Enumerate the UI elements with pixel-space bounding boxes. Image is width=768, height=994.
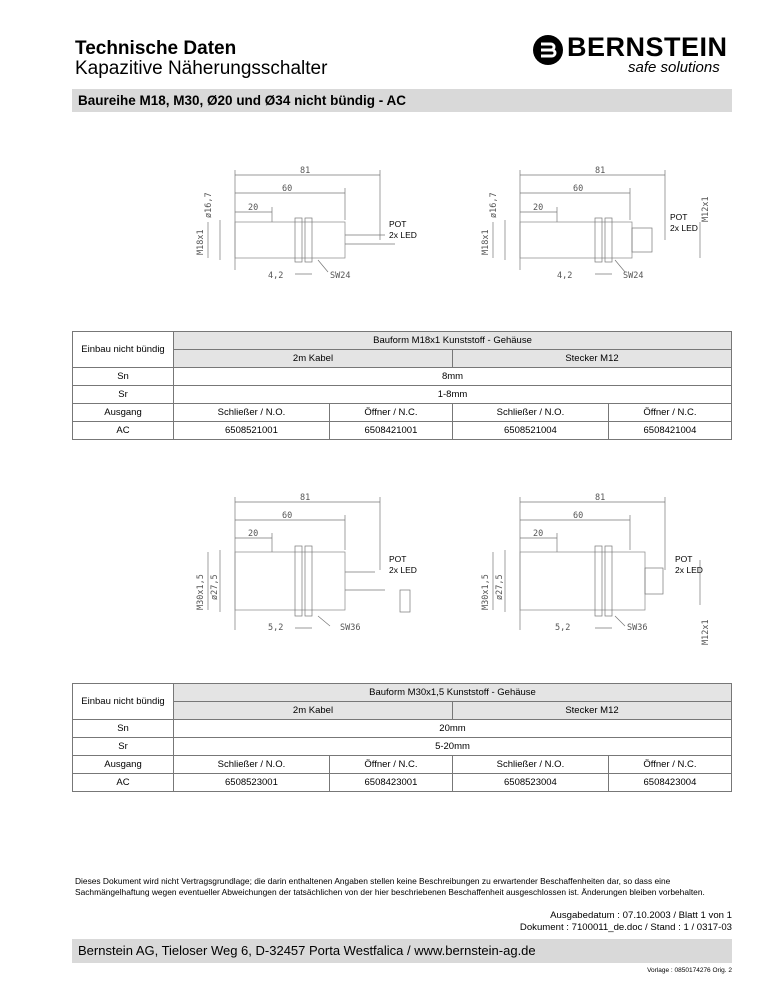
- article-number: 6508423001: [329, 774, 452, 792]
- dim-thread: M30x1,5: [196, 574, 206, 610]
- sr-value: 5-20mm: [174, 738, 732, 756]
- ausgang-cell: Schließer / N.O.: [174, 404, 330, 422]
- ausgang-cell: Schließer / N.O.: [452, 404, 608, 422]
- dim-sw: SW24: [330, 271, 351, 281]
- ac-label: AC: [73, 422, 174, 440]
- bauform-cell: Bauform M18x1 Kunststoff - Gehäuse: [174, 332, 732, 350]
- ausgang-cell: Schließer / N.O.: [452, 756, 608, 774]
- dim-nut: 5,2: [555, 623, 571, 633]
- ac-label: AC: [73, 774, 174, 792]
- ausgang-label: Ausgang: [73, 404, 174, 422]
- stecker-cell: Stecker M12: [452, 350, 731, 368]
- sr-label: Sr: [73, 738, 174, 756]
- article-number: 6508521004: [452, 422, 608, 440]
- article-number: 6508521001: [174, 422, 330, 440]
- article-number: 6508421001: [329, 422, 452, 440]
- sr-value: 1-8mm: [174, 386, 732, 404]
- ausgang-cell: Öffner / N.C.: [329, 404, 452, 422]
- sn-value: 20mm: [174, 720, 732, 738]
- einbau-cell: Einbau nicht bündig: [73, 332, 174, 368]
- kabel-cell: 2m Kabel: [174, 702, 453, 720]
- drawing-m18-cable: [190, 160, 430, 290]
- dim-60: 60: [282, 511, 293, 521]
- article-number: 6508421004: [608, 422, 731, 440]
- bernstein-logo-icon: [532, 33, 564, 67]
- dim-dia: ø27,5: [210, 574, 220, 600]
- dim-sw: SW36: [627, 623, 648, 633]
- dim-m12: M12x1: [701, 619, 711, 645]
- spec-table-m18: [72, 331, 732, 440]
- led-label: 2x LED: [389, 230, 417, 240]
- dim-60: 60: [573, 511, 584, 521]
- dim-thread: M18x1: [481, 229, 491, 255]
- drawing-m30-cable: [190, 490, 430, 640]
- dim-81: 81: [595, 493, 606, 503]
- pot-label: POT: [389, 219, 407, 229]
- kabel-cell: 2m Kabel: [174, 350, 453, 368]
- sn-value: 8mm: [174, 368, 732, 386]
- dim-20: 20: [248, 203, 259, 213]
- drawing-m18-plug: [475, 160, 715, 290]
- dim-dia: ø27,5: [495, 574, 505, 600]
- series-heading: Baureihe M18, M30, Ø20 und Ø34 nicht bündig - AC: [72, 89, 732, 112]
- footer-address: Bernstein AG, Tieloser Weg 6, D-32457 Porta Westfalica / www.bernstein-ag.de: [72, 939, 732, 963]
- bauform-cell: Bauform M30x1,5 Kunststoff - Gehäuse: [174, 684, 732, 702]
- dim-dia: ø16,7: [489, 192, 499, 218]
- article-number: 6508523004: [452, 774, 608, 792]
- dokument-ref: Dokument : 7100011_de.doc / Stand : 1 / 0317-03: [519, 922, 732, 933]
- dim-81: 81: [595, 166, 606, 176]
- drawing-m30-plug: [475, 490, 715, 650]
- logo-subtitle: safe solutions: [628, 59, 720, 76]
- pot-label: POT: [670, 212, 688, 222]
- dim-sw: SW36: [340, 623, 361, 633]
- dim-thread: M30x1,5: [481, 574, 491, 610]
- dim-20: 20: [533, 529, 544, 539]
- dim-nut: 5,2: [268, 623, 284, 633]
- dim-60: 60: [573, 184, 584, 194]
- ausgang-cell: Öffner / N.C.: [329, 756, 452, 774]
- vorlage-ref: Vorlage : 0850174276 Orig. 2: [647, 967, 732, 974]
- ausgang-label: Ausgang: [73, 756, 174, 774]
- pot-label: POT: [675, 554, 693, 564]
- dim-dia: ø16,7: [204, 192, 214, 218]
- ausgang-cell: Schließer / N.O.: [174, 756, 330, 774]
- led-label: 2x LED: [389, 565, 417, 575]
- dim-m12: M12x1: [701, 196, 711, 222]
- dim-81: 81: [300, 493, 311, 503]
- dim-sw: SW24: [623, 271, 644, 281]
- dim-nut: 4,2: [268, 271, 284, 281]
- einbau-cell: Einbau nicht bündig: [73, 684, 174, 720]
- sr-label: Sr: [73, 386, 174, 404]
- led-label: 2x LED: [675, 565, 703, 575]
- dim-thread: M18x1: [196, 229, 206, 255]
- pot-label: POT: [389, 554, 407, 564]
- dim-60: 60: [282, 184, 293, 194]
- logo-text: BERNSTEIN: [567, 32, 728, 62]
- page-subtitle: Kapazitive Näherungsschalter: [75, 58, 328, 79]
- led-label: 2x LED: [670, 223, 698, 233]
- sn-label: Sn: [73, 720, 174, 738]
- ausgabe-date: Ausgabedatum : 07.10.2003 / Blatt 1 von 1: [550, 910, 732, 921]
- ausgang-cell: Öffner / N.C.: [608, 404, 731, 422]
- dim-20: 20: [533, 203, 544, 213]
- dim-nut: 4,2: [557, 271, 573, 281]
- ausgang-cell: Öffner / N.C.: [608, 756, 731, 774]
- page-title: Technische Daten: [75, 38, 237, 59]
- spec-table-m30: [72, 683, 732, 792]
- article-number: 6508523001: [174, 774, 330, 792]
- dim-20: 20: [248, 529, 259, 539]
- disclaimer: Dieses Dokument wird nicht Vertragsgrundlage; die darin enthaltenen Angaben stellen keine Beschreibungen zu erwartender Beschaffenheiten dar, so dass eine Sachmängelhaftung wegen eventueller Abweichungen der tatsächlichen von der hier beschriebenen Beschaffenheit ausgeschlossen ist. Änderungen bleiben vorbehalten.: [75, 876, 705, 897]
- stecker-cell: Stecker M12: [452, 702, 731, 720]
- dim-81: 81: [300, 166, 311, 176]
- sn-label: Sn: [73, 368, 174, 386]
- article-number: 6508423004: [608, 774, 731, 792]
